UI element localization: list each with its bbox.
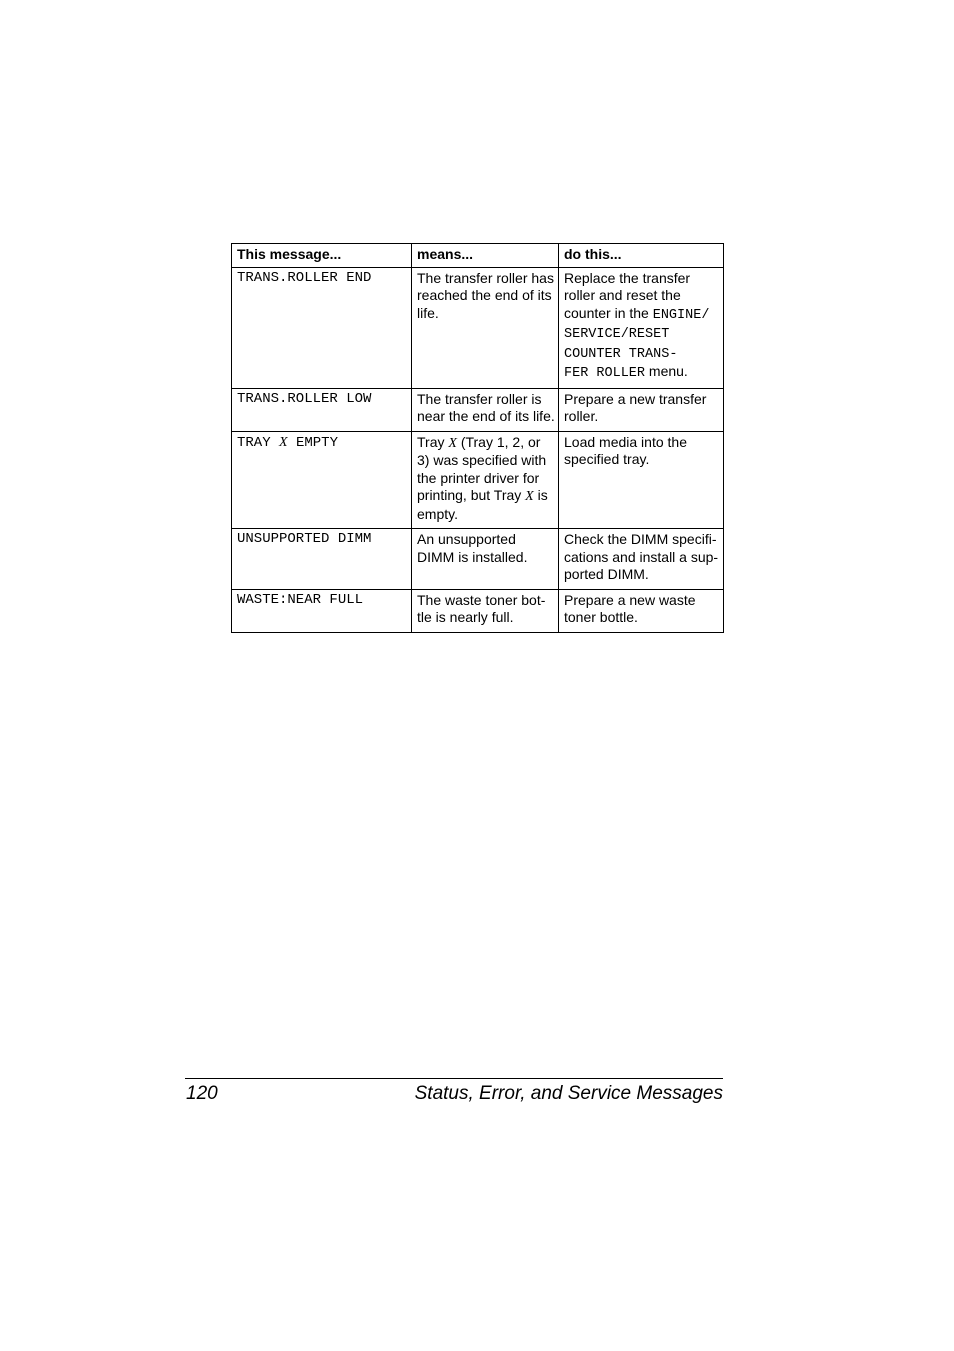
table-row: [232, 589, 724, 632]
tray-variable: X: [525, 489, 534, 504]
footer-title: Status, Error, and Service Messages: [414, 1083, 723, 1104]
table-header-row: [232, 244, 724, 268]
do-this-cell: Load media into the specified tray.: [559, 431, 724, 529]
table-row: [232, 388, 724, 431]
footer-rule: [185, 1078, 723, 1079]
table-row: [232, 431, 724, 529]
menu-path-part: ENGINE/: [652, 307, 710, 323]
messages-table: [231, 243, 724, 633]
do-text: menu.: [645, 363, 688, 379]
message-cell: WASTE:NEAR FULL: [232, 589, 412, 632]
do-this-cell: Prepare a new transfer roller.: [559, 388, 724, 431]
table-row: [232, 267, 724, 388]
tray-variable: X: [448, 435, 457, 451]
means-cell: The transfer roller has reached the end of its life.: [412, 267, 559, 388]
header-message: This message...: [232, 244, 412, 268]
message-cell: TRANS.ROLLER LOW: [232, 388, 412, 431]
means-cell: [412, 431, 559, 529]
message-cell: TRANS.ROLLER END: [232, 267, 412, 388]
menu-path-part: SERVICE/RESET: [564, 327, 670, 342]
header-means: means...: [412, 244, 559, 268]
do-this-cell: Prepare a new waste toner bottle.: [559, 589, 724, 632]
means-text: Tray: [417, 433, 449, 450]
menu-path-part: COUNTER TRANS-: [564, 346, 678, 362]
means-text: (Tray 1, 2, or 3) was specified with the printer driver for printing, but Tray: [417, 433, 547, 503]
means-cell: An unsupported DIMM is installed.: [412, 529, 559, 590]
message-cell: UNSUPPORTED DIMM: [232, 529, 412, 590]
tray-variable: X: [279, 434, 288, 450]
do-this-cell: [559, 267, 724, 388]
page-number: 120: [186, 1083, 218, 1104]
table-row: [232, 529, 724, 590]
header-do-this: do this...: [559, 244, 724, 268]
means-cell: The waste toner bot-tle is nearly full.: [412, 589, 559, 632]
means-text: is empty.: [417, 487, 548, 522]
message-cell: [232, 431, 412, 529]
do-this-cell: Check the DIMM specifi-cations and install a sup-ported DIMM.: [559, 529, 724, 590]
means-cell: The transfer roller is near the end of its life.: [412, 388, 559, 431]
menu-path-part: FER ROLLER: [564, 366, 646, 381]
message-text: TRAY: [237, 434, 280, 451]
message-text: EMPTY: [287, 434, 338, 451]
do-text: Replace the transfer roller and reset the counter in the: [564, 269, 691, 321]
